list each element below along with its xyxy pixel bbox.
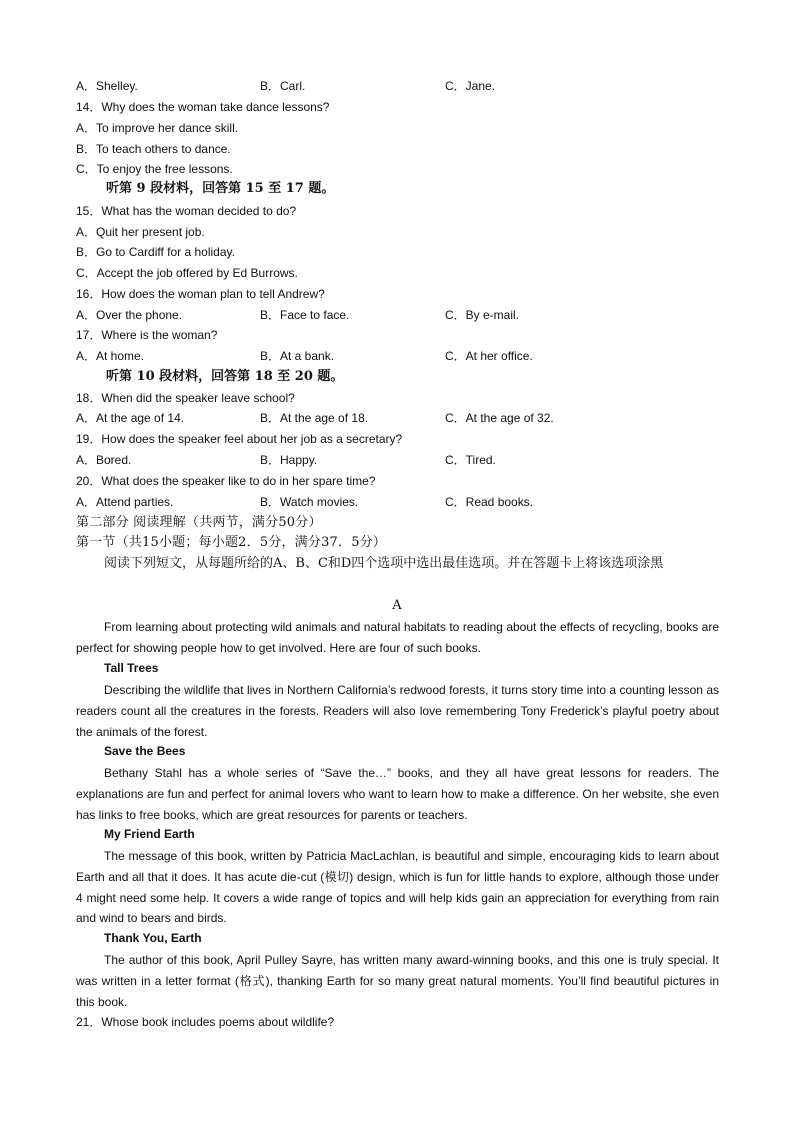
q16-option-a: A．Over the phone. bbox=[76, 308, 183, 322]
q13-option-a: A．Shelley. bbox=[76, 79, 138, 93]
q16-options bbox=[76, 307, 736, 323]
q20-option-a: A．Attend parties. bbox=[76, 495, 174, 509]
q18-option-b: B．At the age of 18. bbox=[260, 411, 369, 425]
book-description-thank-you-earth: The author of this book, April Pulley Sayre, has written many award-winning books, and this one is truly special. It was written in a letter format (格式), thanking Earth for so many great natural moments. You’ll find beautiful pictures in this book. bbox=[76, 953, 719, 1009]
passage-intro: From learning about protecting wild animals and natural habitats to reading about the effects of recycling, books are perfect for showing people how to get involved. Here are four of such books. bbox=[76, 620, 719, 655]
q14-option-c: C．To enjoy the free lessons. bbox=[76, 162, 233, 176]
q21-question: 21．Whose book includes poems about wildlife? bbox=[76, 1015, 335, 1029]
section-9-heading: 听第 9 段材料，回答第 15 至 17 题。 bbox=[106, 181, 335, 196]
section-1-heading: 第一节（共15小题；每小题2．5分，满分37．5分） bbox=[76, 535, 387, 550]
q20-option-c: C．Read books. bbox=[445, 495, 534, 509]
q15-question: 15．What has the woman decided to do? bbox=[76, 204, 297, 218]
q17-options bbox=[76, 348, 736, 364]
q19-question: 19．How does the speaker feel about her job as a secretary? bbox=[76, 432, 403, 446]
q18-options bbox=[76, 410, 736, 426]
book-title-tall-trees: Tall Trees bbox=[104, 661, 159, 675]
q18-option-c: C．At the age of 32. bbox=[445, 411, 554, 425]
q17-option-b: B．At a bank. bbox=[260, 349, 335, 363]
q20-option-b: B．Watch movies. bbox=[260, 495, 359, 509]
q18-option-a: A．At the age of 14. bbox=[76, 411, 185, 425]
book-title-thank-you-earth: Thank You, Earth bbox=[104, 931, 202, 945]
section-10-heading: 听第 10 段材料，回答第 18 至 20 题。 bbox=[106, 369, 344, 384]
q20-options bbox=[76, 494, 736, 510]
q15-option-c: C．Accept the job offered by Ed Burrows. bbox=[76, 266, 298, 280]
q16-option-b: B．Face to face. bbox=[260, 308, 350, 322]
q19-options bbox=[76, 452, 736, 468]
q17-option-c: C．At her office. bbox=[445, 349, 533, 363]
q17-option-a: A．At home. bbox=[76, 349, 145, 363]
book-title-my-friend-earth: My Friend Earth bbox=[104, 827, 195, 841]
q14-question: 14．Why does the woman take dance lessons? bbox=[76, 100, 330, 114]
book-title-save-the-bees: Save the Bees bbox=[104, 744, 186, 758]
q15-option-b: B．Go to Cardiff for a holiday. bbox=[76, 245, 235, 259]
q14-option-b: B．To teach others to dance. bbox=[76, 142, 231, 156]
q17-question: 17．Where is the woman? bbox=[76, 328, 218, 342]
q18-question: 18．When did the speaker leave school? bbox=[76, 391, 295, 405]
q15-option-a: A．Quit her present job. bbox=[76, 225, 205, 239]
q19-option-a: A．Bored. bbox=[76, 453, 132, 467]
passage-letter: A bbox=[392, 598, 402, 613]
book-description-save-the-bees: Bethany Stahl has a whole series of “Save the…” books, and they all have great lessons for readers. The explanations are fun and perfect for animal lovers who want to learn how to make a difference. On her website, she even has links to free books, which are great resources for parents or teachers. bbox=[76, 766, 719, 822]
q16-question: 16．How does the woman plan to tell Andrew? bbox=[76, 287, 325, 301]
book-description-my-friend-earth: The message of this book, written by Patricia MacLachlan, is beautiful and simple, encouraging kids to learn about Earth and all that it does. It has acute die-cut (模切) design, which is fun for little hands to explore, although those under 4 might need some help. It covers a wide range of topics and will help kids gain an appreciation for everything from rain and wind to bears and birds. bbox=[76, 849, 719, 926]
q20-question: 20．What does the speaker like to do in her spare time? bbox=[76, 474, 376, 488]
q13-options bbox=[76, 78, 736, 94]
q13-option-b: B．Carl. bbox=[260, 79, 306, 93]
reading-instruction: 阅读下列短文，从每题所给的A、B、C和D四个选项中选出最佳选项。并在答题卡上将该选项涂黑 bbox=[104, 556, 664, 571]
book-description-tall-trees: Describing the wildlife that lives in Northern California’s redwood forests, it turns story time into a counting lesson as readers count all the creatures in the forests. Readers will also love remembering Tony Frederick’s playful poetry about the animals of the forest. bbox=[76, 683, 719, 739]
q13-option-c: C．Jane. bbox=[445, 79, 496, 93]
part-2-heading: 第二部分 阅读理解（共两节，满分50分） bbox=[76, 515, 322, 530]
q16-option-c: C．By e-mail. bbox=[445, 308, 520, 322]
q19-option-b: B．Happy. bbox=[260, 453, 318, 467]
q14-option-a: A．To improve her dance skill. bbox=[76, 121, 239, 135]
q19-option-c: C．Tired. bbox=[445, 453, 496, 467]
